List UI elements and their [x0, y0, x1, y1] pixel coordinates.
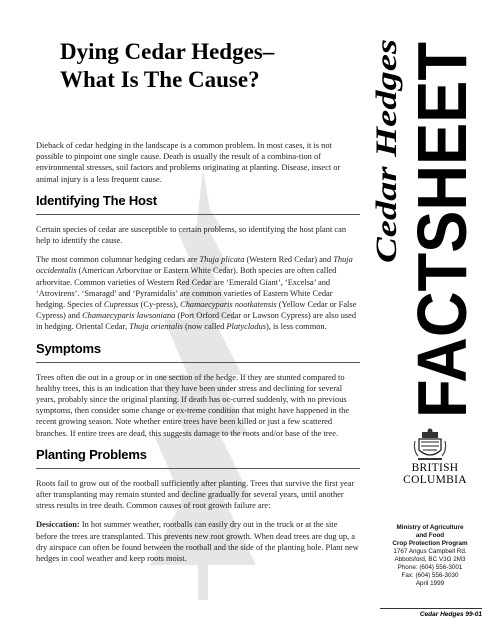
factsheet-code: Cedar Hedges 99-01: [419, 611, 482, 618]
bc-line-1: BRITISH: [411, 462, 459, 474]
section-divider: [36, 468, 360, 469]
intro-paragraph: Dieback of cedar hedging in the landscape is a common problem. In most cases, it is not possible to pinpoint one single cause. Death is usually the result of a combina-tion of environmental stresses, soil factors and problems originating at planting. Disease, insect or animal injury is a less frequent cause.: [36, 141, 341, 184]
title-line-1: Dying Cedar Hedges–: [60, 39, 275, 64]
planting-problems-paragraph-2: Desiccation: In hot summer weather, rootballs can easily dry out in the truck or at the site before the trees are transplanted. This prevents new root growth. When dead trees are dug up, a dry airspace can often be found between the rootball and the side of the planting hole. Plant new hedges in cool weather and keep roots moist.: [36, 520, 359, 564]
series-title-text: Cedar Hedges: [370, 88, 403, 263]
page-title: [60, 38, 360, 94]
section-divider: [36, 362, 360, 363]
publication-date: April 1999: [415, 580, 445, 587]
section-heading-identifying-host: Identifying The Host: [36, 192, 157, 208]
ministry-contact-block: [378, 524, 482, 588]
factsheet-wordmark: [402, 1, 481, 420]
footer-divider: [380, 608, 482, 609]
phone-number: Phone: (604) 556-3001: [397, 564, 463, 571]
factsheet-text: FACTSHEET: [403, 1, 481, 418]
series-title-vertical: [366, 35, 406, 265]
section-heading-planting-problems: Planting Problems: [36, 446, 147, 462]
main-column: [36, 38, 360, 564]
ministry-name-line-1: Ministry of Agriculture: [396, 524, 464, 531]
identifying-host-paragraph-2: The most common columnar hedging cedars are Thuja plicata (Western Red Cedar) and Thuja occidentalis (American Arborvitae or Eastern White Cedar). Both species are often called arborvitae. Common varieties of Western Red Cedar are ‘Emerald Giant’, ‘Excelsa’ and ‘Atrovirens’. ‘Smaragd’ and ‘Pyramidalis’ are common varieties of Eastern White Cedar hedging. Species of Cupressus (Cy-press), Chamaecyparis nootkatensis (Yellow Cedar or False Cypress) and Chamaecyparis lawsoniana (Port Orford Cedar or Lawson Cypress) are also used in hedging. Oriental Cedar, Thuja orientalis (now called Platycladus), is less common.: [36, 255, 357, 332]
symptoms-paragraph: Trees often die out in a group or in one section of the hedge. If they are stunted compared to healthy trees, this is an indication that they have been under stress and declining for several years, probably since the original planting. If death has oc-curred suddenly, with no previous symptoms, then consider some change or ex-treme condition that might have happened in the recent growing season. Note whether entire trees have been killed or just a few scattered branches. If entire trees are dead, this suggests damage to the roots and/or base of the tree.: [36, 372, 350, 438]
address-line-2: Abbotsford, BC V3G 2M3: [394, 556, 466, 563]
planting-problems-paragraph-1: Roots fail to grow out of the rootball sufficiently after planting. Trees that survive the first year after transplanting may remain stunted and decline gradually for several years, until another stress results in tree death. Common causes of root growth failure are:: [36, 478, 355, 511]
title-line-2: What Is The Cause?: [60, 67, 260, 92]
bc-line-2: COLUMBIA: [403, 474, 467, 486]
section-divider: [36, 214, 360, 215]
program-name: Crop Protection Program: [392, 540, 468, 547]
identifying-host-paragraph-1: Certain species of cedar are susceptible to certain problems, so identifying the host plant can help to identify the cause.: [36, 224, 347, 246]
address-line-1: 1767 Angus Campbell Rd.: [393, 548, 467, 555]
bc-crest-logo: [413, 428, 447, 462]
ministry-name-line-2: and Food: [415, 532, 445, 539]
bc-wordmark: [395, 462, 475, 486]
section-heading-symptoms: Symptoms: [36, 340, 101, 356]
fax-number: Fax: (604) 556-3030: [401, 572, 459, 579]
